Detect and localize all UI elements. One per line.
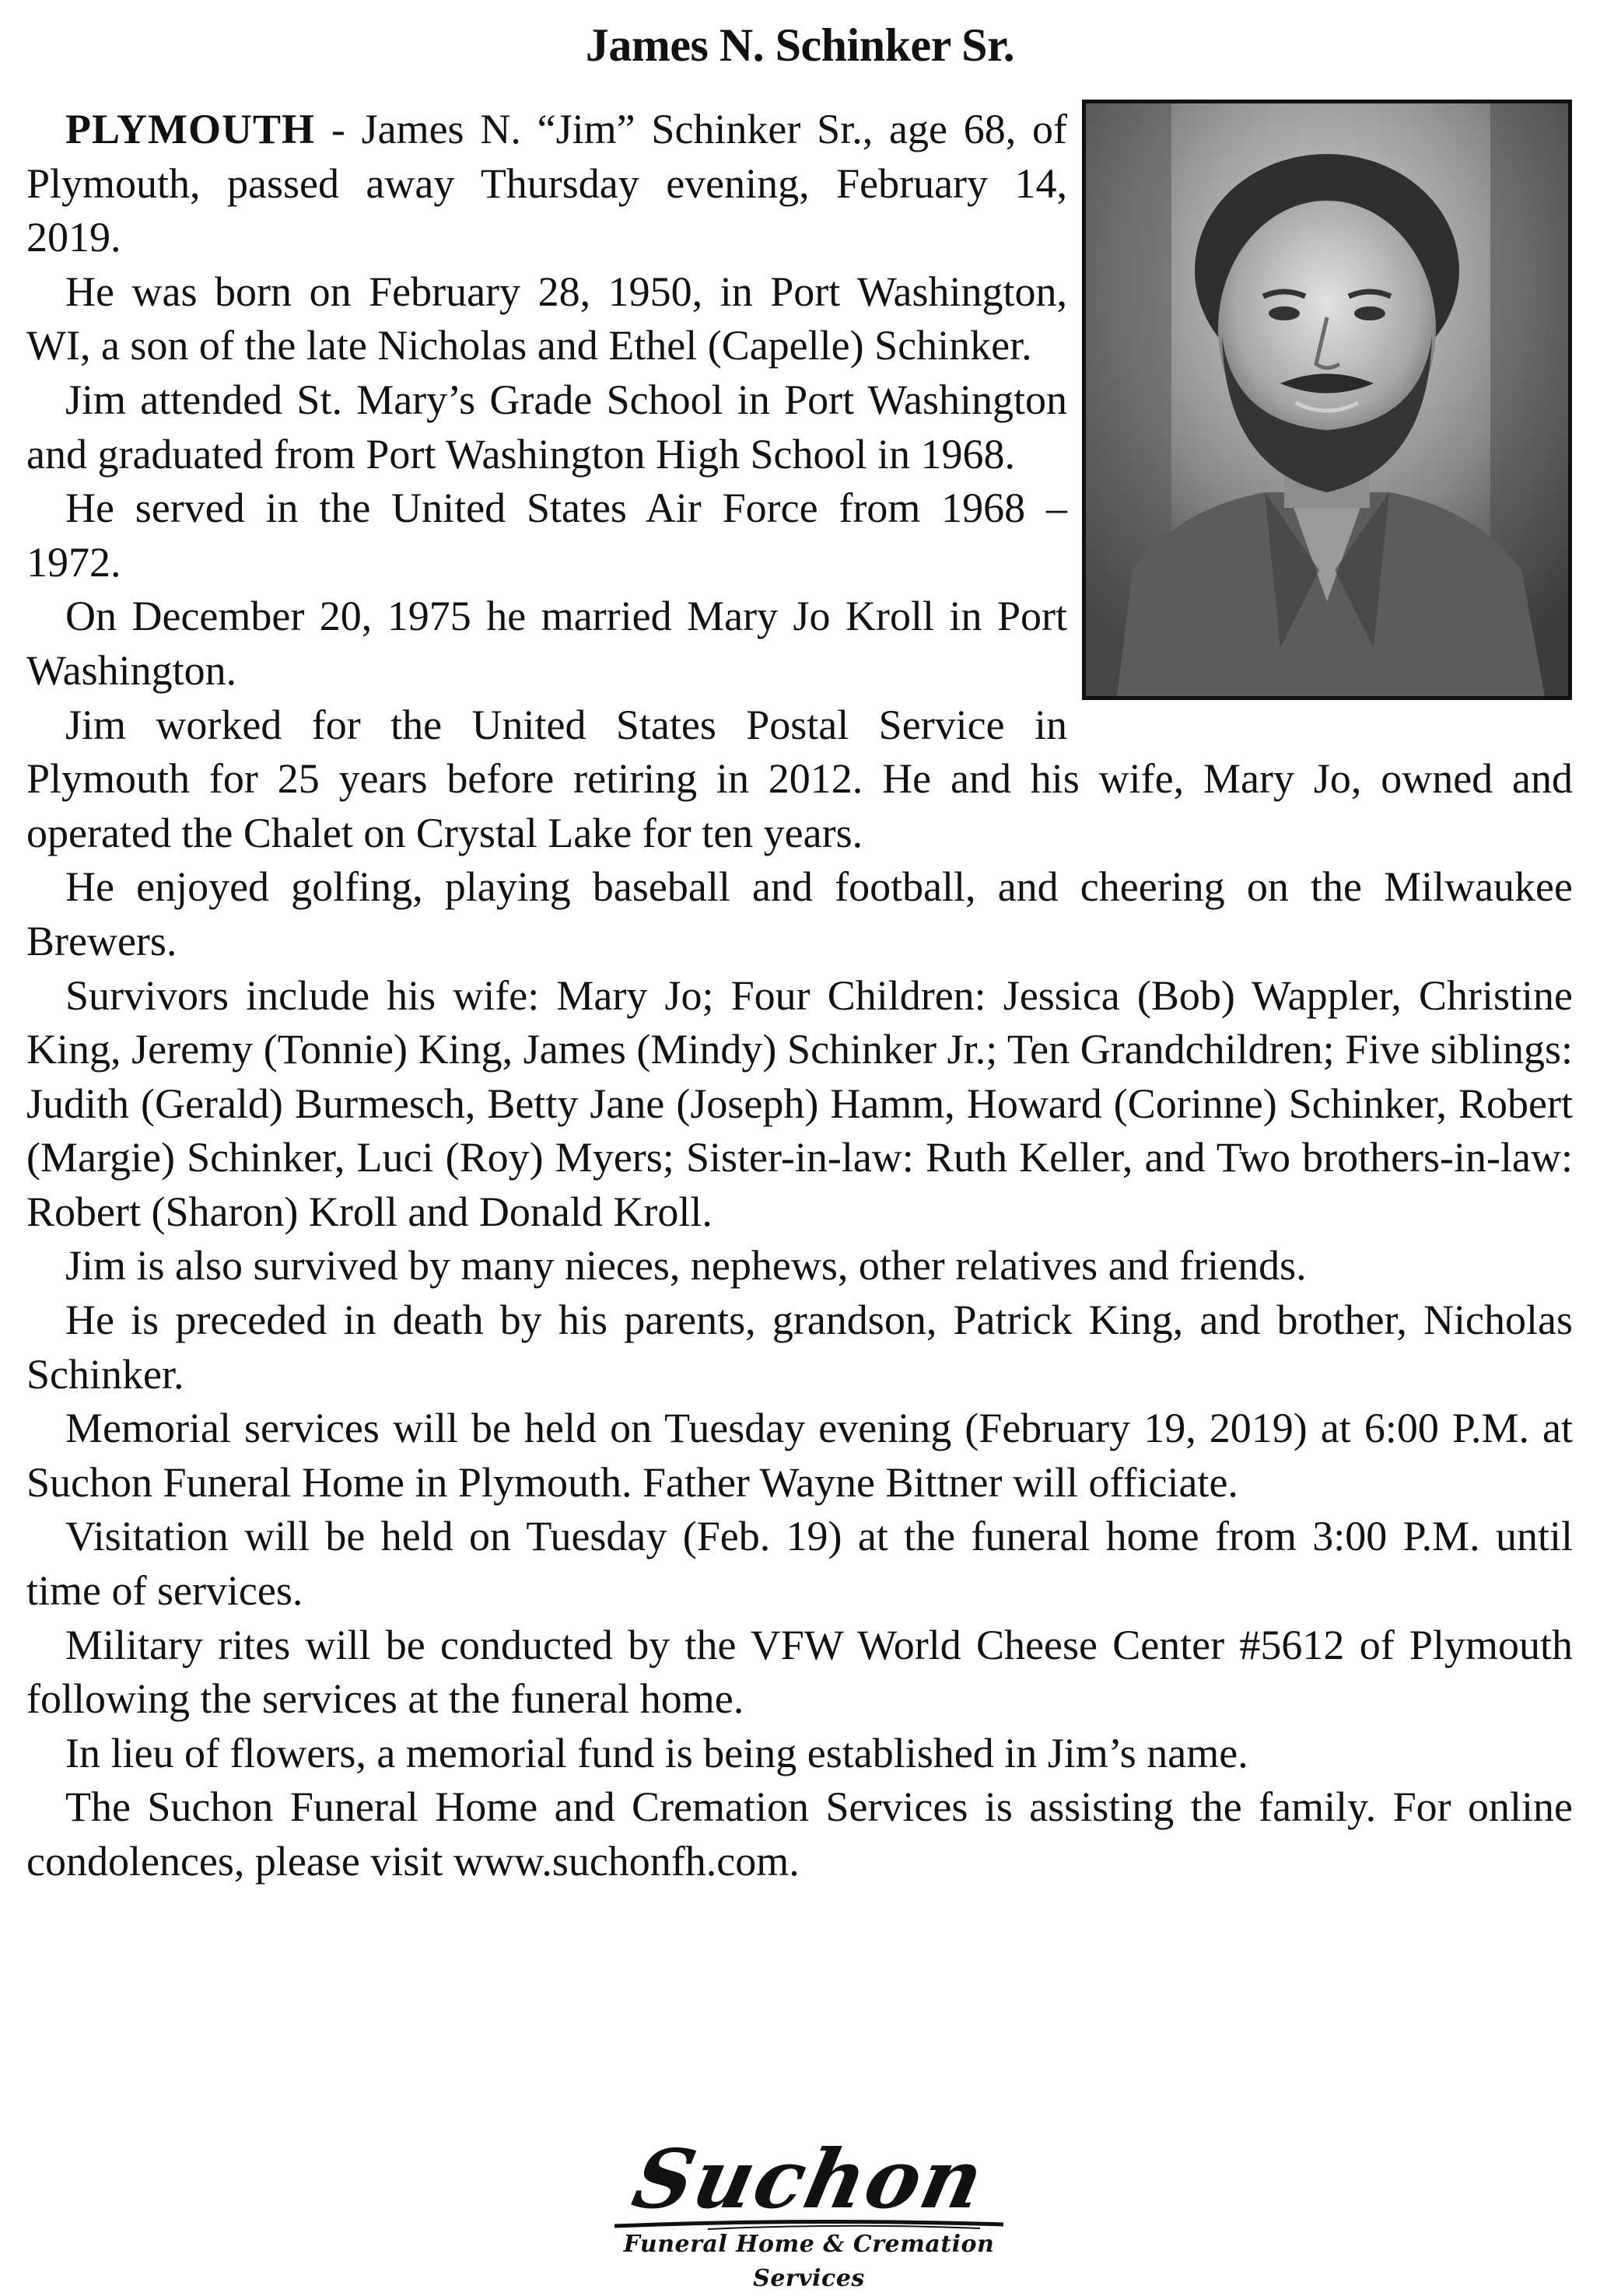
paragraph-condolences: The Suchon Funeral Home and Cremation Services is assisting the family. For online condolences, please visit www.suchonfh.com. xyxy=(26,1783,1573,1885)
paragraph-education: Jim attended St. Mary’s Grade School in Port Washington and graduated from Port Washington High School in 1968. xyxy=(26,376,1067,478)
paragraph-marriage: On December 20, 1975 he married Mary Jo Kroll in Port Washington. xyxy=(26,593,1067,694)
intro-text: - James N. “Jim” Schinker Sr., age 68, of Plymouth, passed away Thursday evening, February 14, 2019. xyxy=(26,106,1067,261)
obituary-title: James N. Schinker Sr. xyxy=(585,19,1015,71)
paragraph-memorial-fund: In lieu of flowers, a memorial fund is being established in Jim’s name. xyxy=(65,1729,1248,1776)
logo-tagline: Funeral Home & Cremation Services xyxy=(623,2231,995,2292)
photo-wrap-spacer xyxy=(1067,103,1573,725)
paragraph-birth: He was born on February 28, 1950, in Port Washington, WI, a son of the late Nicholas and Ethel (Capelle) Schinker. xyxy=(26,268,1067,369)
paragraph-hobbies: He enjoyed golfing, playing baseball and football, and cheering on the Milwaukee Brewers. xyxy=(26,863,1573,964)
logo-name: Suchon xyxy=(625,2131,993,2227)
obituary-body xyxy=(26,103,1573,1889)
dateline: PLYMOUTH xyxy=(65,106,316,152)
paragraph-military-rites: Military rites will be conducted by the VFW World Cheese Center #5612 of Plymouth following the services at the funeral home. xyxy=(26,1621,1573,1723)
paragraph-survivors: Survivors include his wife: Mary Jo; Four Children: Jessica (Bob) Wappler, Christine King, Jeremy (Tonnie) King, James (Mindy) Schinker Jr.; Ten Grandchildren; Five siblings: Judith (Gerald) Burmesch, Betty Jane (Joseph) Hamm, Howard (Corinne) Schinker, Robert (Margie) Schinker, Luci (Roy) Myers; Sister-in-law: Ruth Keller, and Two brothers-in-law: Robert (Sharon) Kroll and Donald Kroll. xyxy=(26,971,1573,1235)
paragraph-career: Jim worked for the United States Postal Service in Plymouth for 25 years before retiring in 2012. He and his wife, Mary Jo, owned and operated the Chalet on Crystal Lake for ten years. xyxy=(26,701,1573,856)
paragraph-preceded: He is preceded in death by his parents, grandson, Patrick King, and brother, Nicholas Schinker. xyxy=(26,1297,1573,1398)
paragraph-visitation: Visitation will be held on Tuesday (Feb. 19) at the funeral home from 3:00 P.M. until time of services. xyxy=(26,1513,1573,1615)
paragraph-military: He served in the United States Air Force from 1968 – 1972. xyxy=(26,485,1067,586)
funeral-home-logo xyxy=(591,2131,1027,2292)
paragraph-memorial-services: Memorial services will be held on Tuesday evening (February 19, 2019) at 6:00 P.M. at Suchon Funeral Home in Plymouth. Father Wayne Bittner will officiate. xyxy=(26,1405,1573,1506)
paragraph-relatives: Jim is also survived by many nieces, nephews, other relatives and friends. xyxy=(65,1242,1307,1290)
